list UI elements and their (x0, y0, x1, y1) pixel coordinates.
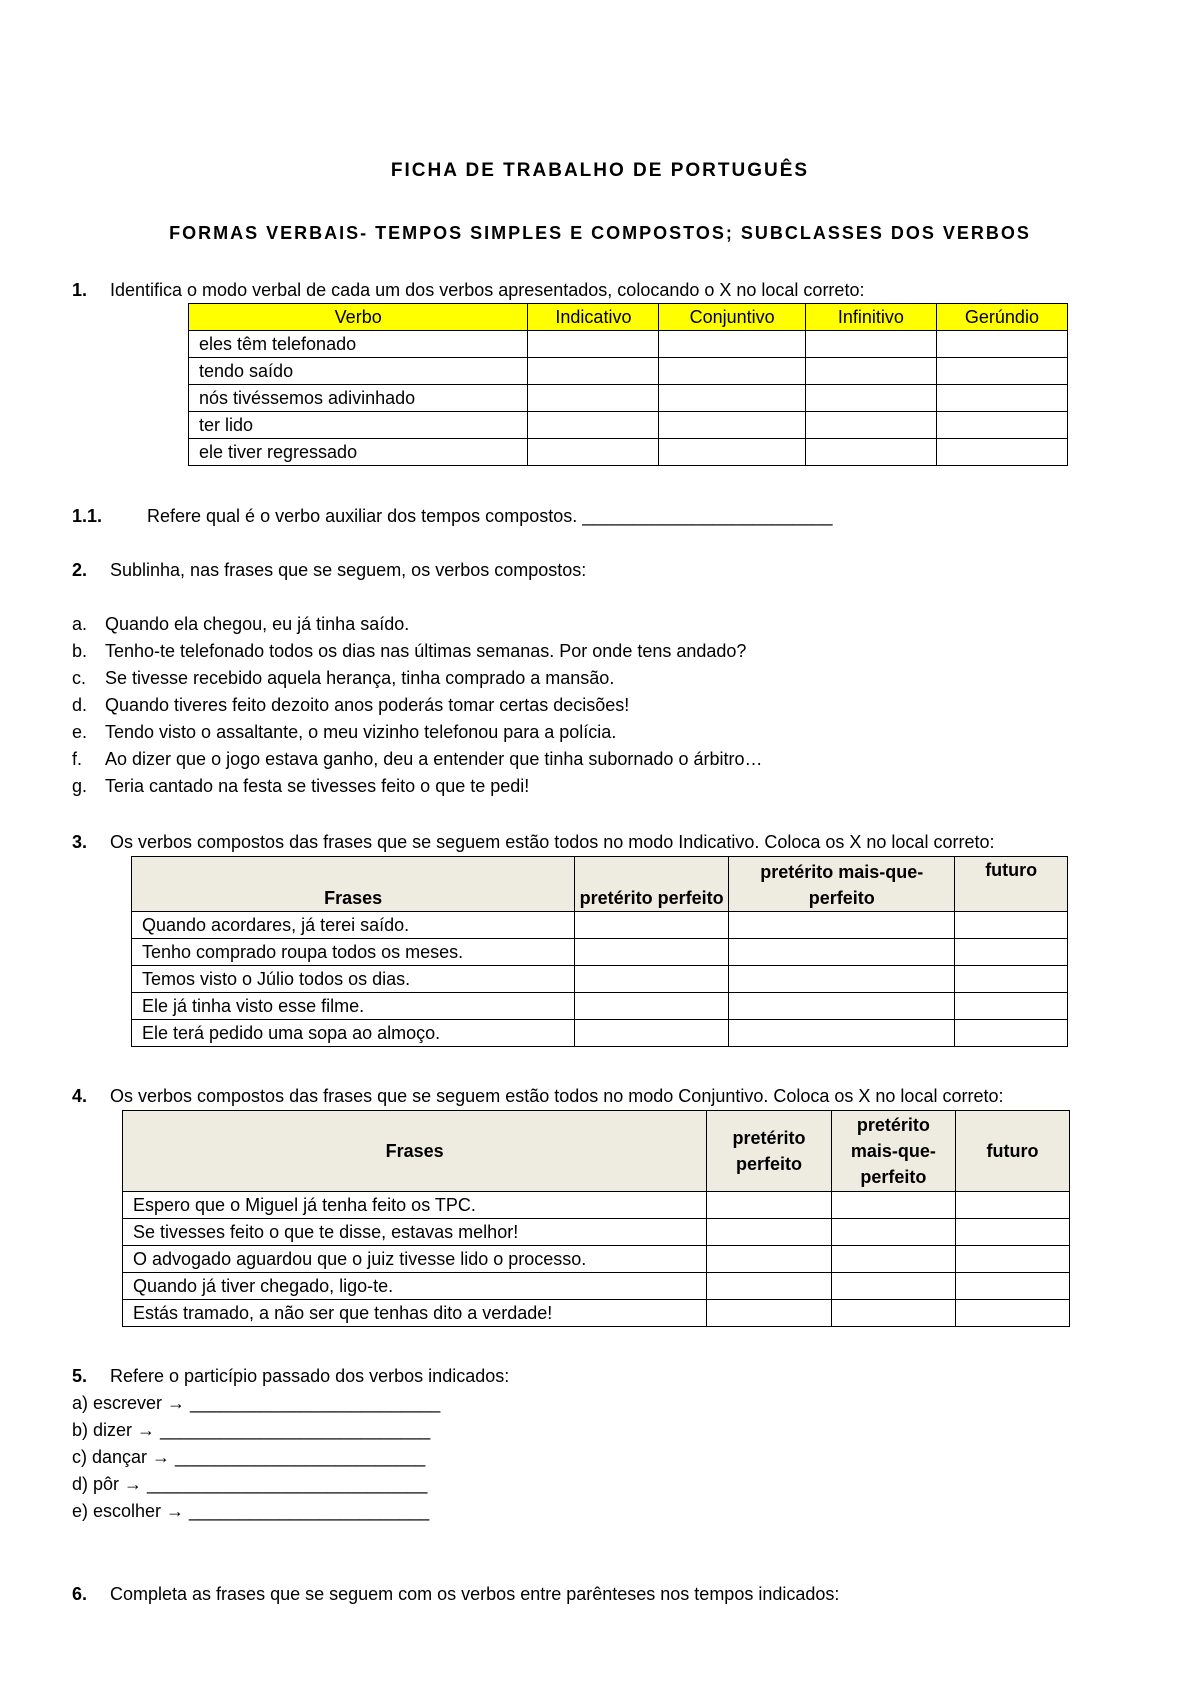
answer-cell[interactable] (707, 1192, 831, 1219)
col-header: Infinitivo (805, 304, 936, 331)
question-1 (72, 280, 864, 301)
list-item[interactable]: e) escolher → ________________________ (72, 1501, 430, 1521)
answer-cell[interactable] (955, 966, 1068, 993)
answer-cell[interactable] (956, 1246, 1070, 1273)
item-label: c. (72, 668, 87, 688)
item-label: e. (72, 722, 88, 742)
item-label: g. (72, 776, 88, 796)
answer-cell[interactable] (575, 939, 729, 966)
answer-cell[interactable] (707, 1246, 831, 1273)
sentence-list (72, 614, 762, 803)
mood-table (188, 303, 1068, 466)
answer-cell[interactable] (831, 1246, 955, 1273)
col-header: pretérito perfeito (707, 1111, 831, 1192)
answer-cell[interactable] (729, 912, 955, 939)
table-row (132, 939, 1068, 966)
question-number: 3. (72, 832, 88, 852)
item-text: Quando tiveres feito dezoito anos poderás tomar certas decisões! (105, 695, 630, 715)
answer-cell[interactable] (575, 912, 729, 939)
question-number: 5. (72, 1366, 88, 1386)
answer-cell[interactable] (528, 331, 659, 358)
list-item (72, 614, 762, 641)
answer-cell[interactable] (659, 412, 805, 439)
col-header: Conjuntivo (659, 304, 805, 331)
answer-cell[interactable] (729, 1020, 955, 1047)
question-2 (72, 560, 586, 581)
item-label: f. (72, 749, 83, 769)
answer-cell[interactable] (936, 412, 1067, 439)
col-header: Gerúndio (936, 304, 1067, 331)
answer-cell[interactable] (729, 939, 955, 966)
row-label: Temos visto o Júlio todos os dias. (132, 966, 575, 993)
question-number: 2. (72, 560, 88, 580)
table-row (123, 1273, 1070, 1300)
question-text: Sublinha, nas frases que se seguem, os verbos compostos: (110, 560, 587, 580)
list-item[interactable]: b) dizer → ___________________________ (72, 1420, 431, 1440)
answer-cell[interactable] (805, 331, 936, 358)
question-text: Os verbos compostos das frases que se seguem estão todos no modo Indicativo. Coloca os X no local correto: (110, 832, 995, 852)
table-row (132, 912, 1068, 939)
table-row (132, 1020, 1068, 1047)
answer-cell[interactable] (575, 966, 729, 993)
row-label: ter lido (189, 412, 528, 439)
table-row (189, 358, 1068, 385)
row-label: tendo saído (189, 358, 528, 385)
question-text: Completa as frases que se seguem com os verbos entre parênteses nos tempos indicados: (110, 1584, 840, 1604)
item-text: Teria cantado na festa se tivesses feito o que te pedi! (105, 776, 530, 796)
table-row (132, 966, 1068, 993)
table-row (189, 439, 1068, 466)
page-subtitle: FORMAS VERBAIS- TEMPOS SIMPLES E COMPOSTOS; SUBCLASSES DOS VERBOS (169, 223, 1031, 243)
answer-cell[interactable] (956, 1273, 1070, 1300)
answer-cell[interactable] (575, 993, 729, 1020)
list-item (72, 695, 762, 722)
answer-cell[interactable] (805, 439, 936, 466)
row-label: Ele já tinha visto esse filme. (132, 993, 575, 1020)
row-label: Tenho comprado roupa todos os meses. (132, 939, 575, 966)
item-text: Tendo visto o assaltante, o meu vizinho telefonou para a polícia. (105, 722, 617, 742)
answer-cell[interactable] (659, 358, 805, 385)
list-item (72, 722, 762, 749)
answer-cell[interactable] (955, 1020, 1068, 1047)
answer-cell[interactable] (805, 358, 936, 385)
list-item (72, 641, 762, 668)
table-row (189, 385, 1068, 412)
question-text: Identifica o modo verbal de cada um dos verbos apresentados, colocando o X no local correto: (110, 280, 865, 300)
table-row (189, 331, 1068, 358)
row-label: Se tivesses feito o que te disse, estavas melhor! (123, 1219, 707, 1246)
item-text: Tenho-te telefonado todos os dias nas últimas semanas. Por onde tens andado? (105, 641, 747, 661)
answer-cell[interactable] (956, 1300, 1070, 1327)
question-6 (72, 1584, 839, 1605)
table-row (123, 1192, 1070, 1219)
answer-cell[interactable] (528, 385, 659, 412)
list-item[interactable]: d) pôr → ____________________________ (72, 1474, 428, 1494)
subjunctive-table (122, 1110, 1070, 1327)
table-row (123, 1219, 1070, 1246)
indicative-table (131, 856, 1068, 1047)
row-label: Ele terá pedido uma sopa ao almoço. (132, 1020, 575, 1047)
question-text: Refere o particípio passado dos verbos indicados: (110, 1366, 510, 1386)
answer-cell[interactable] (729, 966, 955, 993)
question-1-1 (72, 506, 833, 527)
answer-cell[interactable] (659, 385, 805, 412)
row-label: Estás tramado, a não ser que tenhas dito a verdade! (123, 1300, 707, 1327)
answer-cell[interactable] (528, 412, 659, 439)
answer-cell[interactable] (575, 1020, 729, 1047)
row-label: eles têm telefonado (189, 331, 528, 358)
row-label: ele tiver regressado (189, 439, 528, 466)
item-label: d. (72, 695, 88, 715)
row-label: Espero que o Miguel já tenha feito os TPC. (123, 1192, 707, 1219)
table-row (123, 1246, 1070, 1273)
question-4 (72, 1086, 1003, 1107)
answer-cell[interactable] (955, 912, 1068, 939)
col-header: pretérito mais-que-perfeito (831, 1111, 955, 1192)
answer-cell[interactable] (805, 385, 936, 412)
answer-cell[interactable] (729, 993, 955, 1020)
row-label: Quando acordares, já terei saído. (132, 912, 575, 939)
item-text: Ao dizer que o jogo estava ganho, deu a entender que tinha subornado o árbitro… (105, 749, 763, 769)
question-number: 4. (72, 1086, 88, 1106)
list-item[interactable]: c) dançar → _________________________ (72, 1447, 426, 1467)
item-label: b. (72, 641, 88, 661)
col-header: Frases (123, 1111, 707, 1192)
answer-cell[interactable] (707, 1300, 831, 1327)
answer-cell[interactable] (528, 439, 659, 466)
answer-cell[interactable] (956, 1219, 1070, 1246)
col-header: Frases (132, 857, 575, 912)
answer-cell[interactable] (936, 331, 1067, 358)
row-label: Quando já tiver chegado, ligo-te. (123, 1273, 707, 1300)
col-header: pretérito perfeito (575, 857, 729, 912)
question-number: 6. (72, 1584, 88, 1604)
answer-cell[interactable] (936, 385, 1067, 412)
col-header: Indicativo (528, 304, 659, 331)
row-label: O advogado aguardou que o juiz tivesse lido o processo. (123, 1246, 707, 1273)
table-row (123, 1300, 1070, 1327)
col-header: Verbo (189, 304, 528, 331)
list-item (72, 668, 762, 695)
answer-cell[interactable] (831, 1192, 955, 1219)
answer-cell[interactable] (707, 1219, 831, 1246)
item-text: Se tivesse recebido aquela herança, tinha comprado a mansão. (105, 668, 615, 688)
table-row (189, 412, 1068, 439)
question-number: 1. (72, 280, 88, 300)
answer-cell[interactable] (528, 358, 659, 385)
answer-cell[interactable] (955, 939, 1068, 966)
col-header: pretérito mais-que-perfeito (729, 857, 955, 912)
list-item[interactable]: a) escrever → _________________________ (72, 1393, 441, 1413)
answer-cell[interactable] (936, 358, 1067, 385)
answer-cell[interactable] (707, 1273, 831, 1300)
list-item (72, 776, 762, 803)
item-label: a. (72, 614, 88, 634)
question-text: Os verbos compostos das frases que se seguem estão todos no modo Conjuntivo. Coloca os X no local correto: (110, 1086, 1004, 1106)
answer-cell[interactable] (831, 1219, 955, 1246)
answer-cell[interactable] (936, 439, 1067, 466)
answer-cell[interactable] (831, 1300, 955, 1327)
question-number: 1.1. (72, 506, 103, 526)
question-text: Refere qual é o verbo auxiliar dos tempos compostos. _________________________ (147, 506, 833, 526)
question-3 (72, 832, 994, 853)
row-label: nós tivéssemos adivinhado (189, 385, 528, 412)
answer-cell[interactable] (831, 1273, 955, 1300)
col-header: futuro (955, 857, 1068, 912)
list-item (72, 749, 762, 776)
answer-cell[interactable] (659, 331, 805, 358)
answer-cell[interactable] (956, 1192, 1070, 1219)
col-header: futuro (956, 1111, 1070, 1192)
item-text: Quando ela chegou, eu já tinha saído. (105, 614, 410, 634)
answer-cell[interactable] (659, 439, 805, 466)
answer-cell[interactable] (955, 993, 1068, 1020)
page-title: FICHA DE TRABALHO DE PORTUGUÊS (390, 160, 810, 181)
answer-cell[interactable] (805, 412, 936, 439)
question-5 (72, 1366, 509, 1387)
participle-list (72, 1393, 440, 1528)
table-row (132, 993, 1068, 1020)
